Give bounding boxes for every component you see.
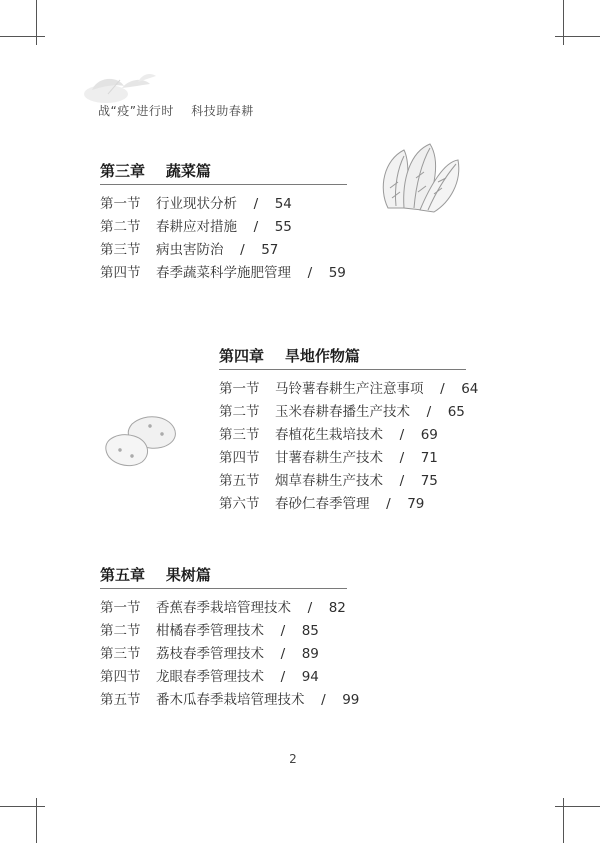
chapter-title: 第三章 蔬菜篇 xyxy=(100,162,211,180)
crop-mark-bottom-right-v xyxy=(563,798,564,843)
section-title: 番木瓜春季栽培管理技术 xyxy=(156,692,305,708)
section-number: 第二节 xyxy=(219,404,260,420)
toc-entry[interactable] xyxy=(100,620,347,643)
toc-entry[interactable] xyxy=(219,470,466,493)
page-ref: 94 xyxy=(301,669,319,685)
toc-entry[interactable] xyxy=(100,193,347,216)
separator: / xyxy=(272,623,294,639)
separator: / xyxy=(245,219,267,235)
section-number: 第一节 xyxy=(219,381,260,397)
section-title: 玉米春耕春播生产技术 xyxy=(275,404,410,420)
section-title: 春植花生栽培技术 xyxy=(275,427,383,443)
chapter-rule xyxy=(219,369,466,370)
section-title: 马铃薯春耕生产注意事项 xyxy=(275,381,424,397)
section-number: 第四节 xyxy=(100,669,141,685)
section-number: 第一节 xyxy=(100,196,141,212)
separator: / xyxy=(391,473,413,489)
page-ref: 71 xyxy=(420,450,438,466)
chapter-rule xyxy=(100,184,347,185)
section-number: 第一节 xyxy=(100,600,141,616)
page-ref: 55 xyxy=(274,219,292,235)
toc-entry[interactable] xyxy=(219,424,466,447)
section-title: 春砂仁春季管理 xyxy=(275,496,370,512)
chapter-5 xyxy=(100,564,360,712)
section-title: 烟草春耕生产技术 xyxy=(275,473,383,489)
crop-mark-bottom-right-h xyxy=(555,806,600,807)
section-number: 第二节 xyxy=(100,219,141,235)
separator: / xyxy=(231,242,254,258)
separator: / xyxy=(418,404,440,420)
toc-entry[interactable] xyxy=(100,666,347,689)
section-title: 香蕉春季栽培管理技术 xyxy=(156,600,291,616)
toc-entry[interactable] xyxy=(100,597,347,620)
page-ref: 54 xyxy=(274,196,292,212)
toc-entry[interactable] xyxy=(100,216,347,239)
separator: / xyxy=(272,646,294,662)
page-ref: 89 xyxy=(301,646,319,662)
separator: / xyxy=(299,600,321,616)
separator: / xyxy=(272,669,294,685)
crop-mark-bottom-left-v xyxy=(36,798,37,843)
page-ref: 82 xyxy=(328,600,346,616)
chapter-4 xyxy=(219,345,479,516)
section-number: 第四节 xyxy=(219,450,260,466)
potato-illustration xyxy=(98,410,188,474)
toc-entry[interactable] xyxy=(100,689,360,712)
toc-entry[interactable] xyxy=(100,239,347,262)
section-number: 第三节 xyxy=(100,242,141,258)
separator: / xyxy=(431,381,454,397)
section-number: 第六节 xyxy=(219,496,260,512)
crop-mark-top-right-h xyxy=(555,36,600,37)
page-ref: 57 xyxy=(261,242,279,258)
section-title: 荔枝春季管理技术 xyxy=(156,646,264,662)
separator: / xyxy=(391,427,413,443)
chapter-title: 第五章 果树篇 xyxy=(100,566,211,584)
crop-mark-top-right-v xyxy=(563,0,564,45)
page-ref: 65 xyxy=(447,404,465,420)
toc-entry[interactable] xyxy=(219,401,466,424)
section-number: 第四节 xyxy=(100,265,141,281)
section-title: 甘薯春耕生产技术 xyxy=(275,450,383,466)
section-title: 春耕应对措施 xyxy=(156,219,237,235)
separator: / xyxy=(312,692,335,708)
toc-entry[interactable] xyxy=(100,262,347,285)
page-ref: 64 xyxy=(461,381,479,397)
section-title: 龙眼春季管理技术 xyxy=(156,669,264,685)
page-ref: 79 xyxy=(407,496,425,512)
page-ref: 59 xyxy=(328,265,346,281)
separator: / xyxy=(245,196,267,212)
section-number: 第五节 xyxy=(219,473,260,489)
crop-mark-top-left-h xyxy=(0,36,45,37)
section-title: 柑橘春季管理技术 xyxy=(156,623,264,639)
page-ref: 99 xyxy=(342,692,360,708)
section-number: 第三节 xyxy=(219,427,260,443)
section-title: 春季蔬菜科学施肥管理 xyxy=(156,265,291,281)
cabbage-illustration xyxy=(374,138,464,222)
separator: / xyxy=(391,450,413,466)
page-ref: 85 xyxy=(301,623,319,639)
page-number: 2 xyxy=(289,752,297,766)
crop-mark-bottom-left-h xyxy=(0,806,45,807)
section-title: 行业现状分析 xyxy=(156,196,237,212)
toc-entry[interactable] xyxy=(219,493,466,516)
section-number: 第三节 xyxy=(100,646,141,662)
chapter-rule xyxy=(100,588,347,589)
page-ref: 75 xyxy=(420,473,438,489)
separator: / xyxy=(299,265,321,281)
chapter-3 xyxy=(100,160,347,285)
crop-mark-top-left-v xyxy=(36,0,37,45)
section-number: 第二节 xyxy=(100,623,141,639)
toc-entry[interactable] xyxy=(219,447,466,470)
section-number: 第五节 xyxy=(100,692,141,708)
separator: / xyxy=(377,496,400,512)
section-title: 病虫害防治 xyxy=(156,242,224,258)
chapter-title: 第四章 旱地作物篇 xyxy=(219,347,360,365)
toc-entry[interactable] xyxy=(219,378,479,401)
toc-entry[interactable] xyxy=(100,643,347,666)
running-header: 战“疫”进行时 科技助春耕 xyxy=(98,104,254,118)
page-ref: 69 xyxy=(420,427,438,443)
